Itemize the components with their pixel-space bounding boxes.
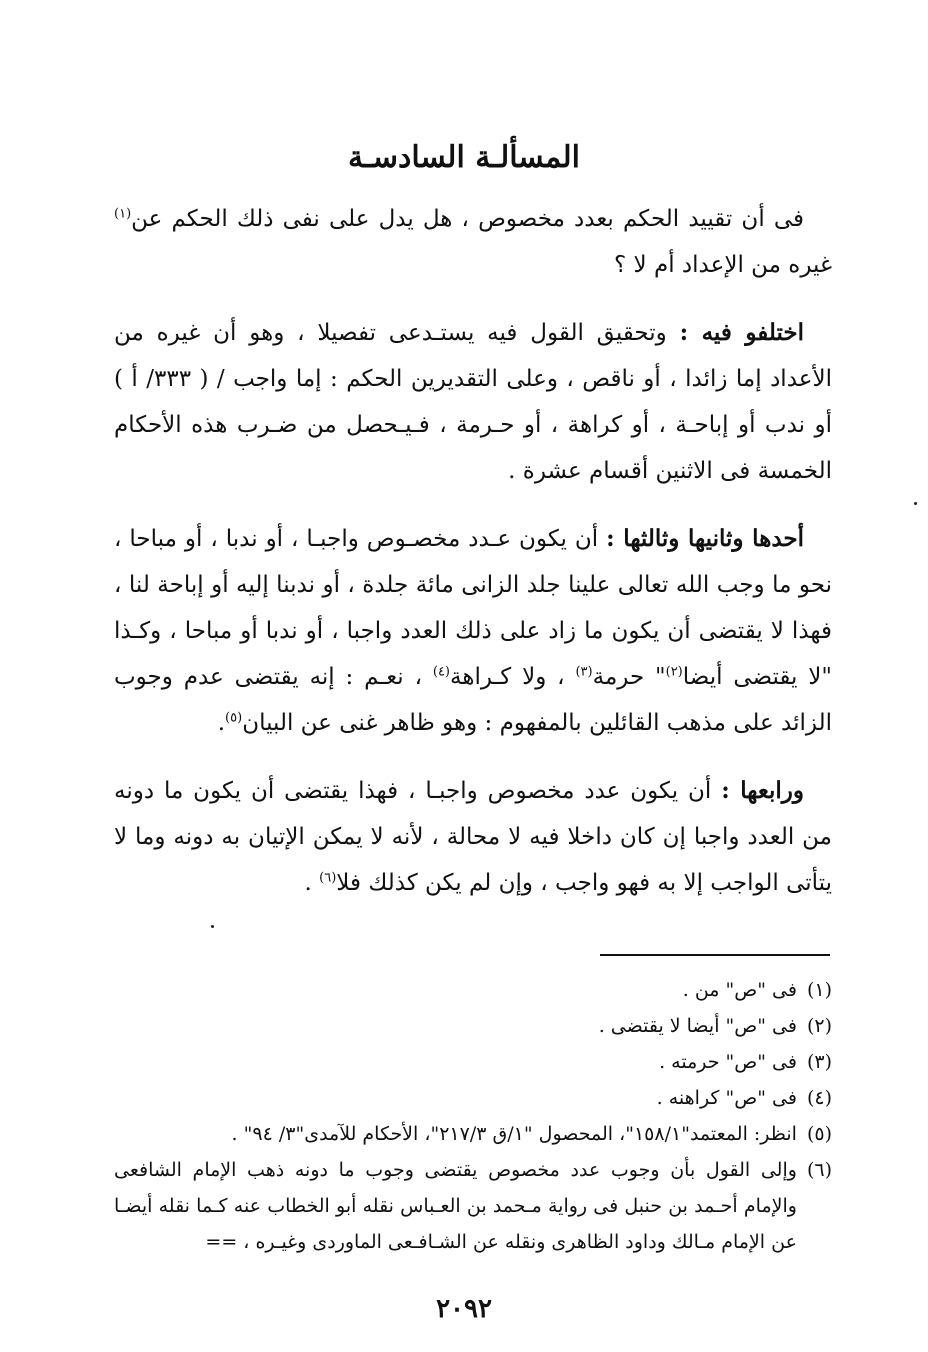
paragraph-2-text-d: ، نعـم : إنه يقتضى عدم وجوب الزائد على مذهب القائلين بالمفهوم : وهو ظاهر غنى عن البيان [114,664,832,736]
footnote-ref-1[interactable]: (١) [114,206,132,222]
footnote [114,1116,832,1152]
footnote-ref-6[interactable]: (٦) [319,870,337,886]
footnote-number: (٦) [806,1159,832,1181]
question-text-2: غيره من الإعداد أم لا ؟ [614,252,832,278]
footnote-number: (٥) [806,1123,832,1145]
paragraph-3-text-b: . [304,870,320,896]
footnote [114,1152,832,1260]
footnote-number: (٣) [806,1051,832,1073]
footnote-number: (٤) [806,1087,832,1109]
paragraph-3-lead: ورابعها : [721,777,804,804]
footnote-separator [600,954,830,956]
paragraph-2-text-e: . [217,710,226,736]
footnote [114,972,832,1008]
footnote-text: انظر: المعتمد"١٥٨/١"، المحصول "١/ق ٢١٧/٣"، الأحكام للآمدى"٣/ ٩٤" . [231,1123,797,1145]
paragraph-1-lead: اختلفو فيه : [679,319,805,346]
paragraph-2-text-c: ، ولا كـراهة [450,664,576,690]
footnote-text: فى "ص" من . [682,979,797,1001]
footnote-text: وإلى القول بأن وجوب عدد مخصوص يقتضى وجوب ما دونه ذهب الإمام الشافعى والإمام أحـمد بن حنبل فى رواية مـحمد بن العـباس نقله أبو الخطاب عنه كـما نقله أيضـا عن الإمام مـالك وداود الظاهرى ونقله عن الشـافـعى الماوردى وغيـره ، == [114,1159,797,1253]
paragraph-2-text-b: " حرمة [592,664,666,690]
footnote-number: (٢) [806,1015,832,1037]
question-paragraph [114,196,832,288]
footnotes [114,972,832,1260]
paragraph-2-text-a: أن يكون عـدد مخصـوص واجبـا ، أو ندبا ، أو مباحا ، نحو ما وجب الله تعالى علينا جلد الزانى مائة جلدة ، أو ندبنا إليه أو إباحة لنا ، فهذا لا يقتضى أن يكون ما زاد على ذلك العدد واجبا ، أو ندبا أو مباحا ، وكـذا "لا يقتضى أيضا [114,526,833,690]
footnote-ref-4[interactable]: (٤) [432,664,450,680]
paragraph-3-text-a: أن يكون عدد مخصوص واجبـا ، فهذا يقتضى أن يكون ما دونه من العدد واجبا إن كان داخلا فيه لا محالة ، لأنه لا يمكن الإتيان به دونه وما لا يتأتى الواجب إلا به فهو واجب ، وإن لم يكن كذلك فلا [114,778,832,896]
footnote-ref-3[interactable]: (٣) [575,664,593,680]
paragraph-1 [114,310,832,494]
footnote-number: (١) [806,979,832,1001]
paragraph-2-lead: أحدها وثانيها وثالثها : [606,525,805,552]
paragraph-2 [114,516,832,746]
scan-speck [211,925,214,928]
question-text: فى أن تقييد الحكم بعدد مخصوص ، هل يدل على نفى ذلك الحكم عن [131,206,804,232]
footnote-ref-2[interactable]: (٢) [665,664,683,680]
footnote-text: فى "ص" كراهنه . [656,1087,797,1109]
page-number: ٢٠٩٢ [436,1294,492,1324]
footnote-ref-5[interactable]: (٥) [225,710,243,726]
footnote [114,1008,832,1044]
footnote-text: فى "ص" أيضا لا يقتضى . [598,1015,797,1037]
footnote-text: فى "ص" حرمته . [659,1051,797,1073]
main-text [114,196,832,928]
paragraph-1-text: وتحقيق القول فيه يستـدعى تفصيلا ، وهو أن غيره من الأعداد إما زائدا ، أو ناقص ، وعلى التقديرين الحكم : إما واجب / ( ٣٣٣/ أ ) أو ندب أو إباحـة ، أو كراهة ، أو حـرمة ، فـيـحصل من ضـرب هذه الأحكام الخمسة فى الاثنين أقسام عشرة . [114,320,833,484]
scan-speck [914,502,917,505]
paragraph-3 [114,768,832,906]
footnote [114,1080,832,1116]
footnote [114,1044,832,1080]
section-title: المسألـة السادسـة [348,140,580,175]
